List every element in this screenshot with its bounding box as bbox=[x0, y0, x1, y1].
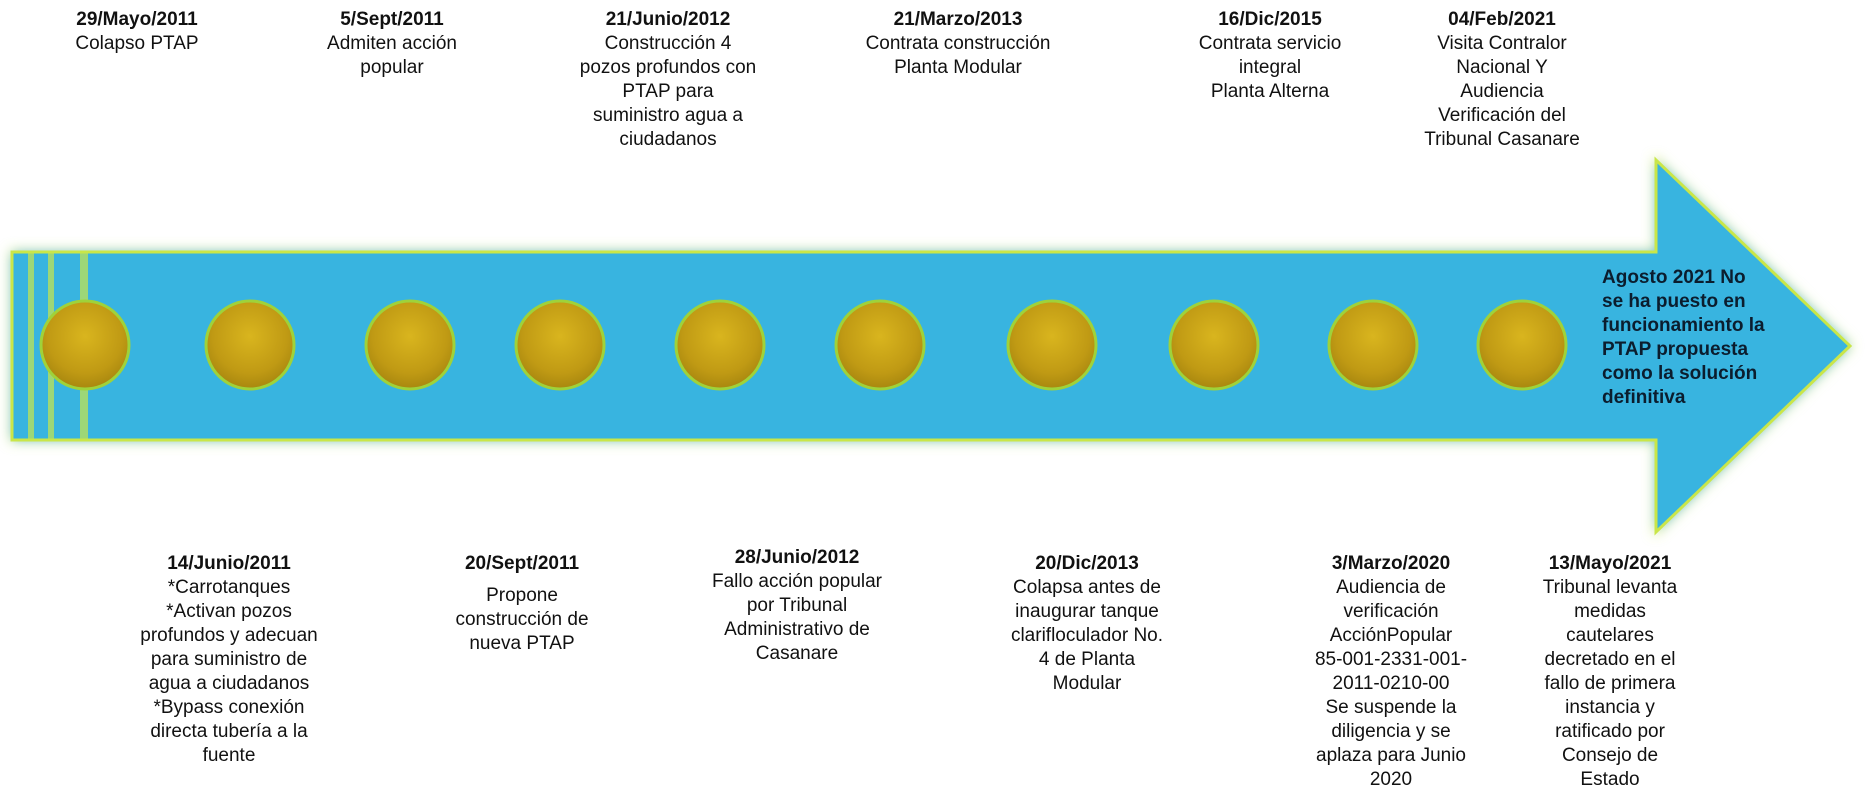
top-event bbox=[1402, 8, 1602, 152]
top-event-date: 21/Junio/2012 bbox=[605, 9, 731, 30]
top-event bbox=[292, 8, 492, 80]
bottom-event-date: 3/Marzo/2020 bbox=[1331, 553, 1451, 574]
timeline-dot bbox=[1329, 301, 1417, 389]
top-event-date: 21/Marzo/2013 bbox=[893, 9, 1023, 30]
top-event-desc: Visita Contralor Nacional Y Audiencia Verificación del Tribunal Casanare bbox=[1424, 33, 1580, 150]
bottom-event-date: 20/Dic/2013 bbox=[1035, 553, 1139, 574]
end-note: Agosto 2021 No se ha puesto en funcionamiento la PTAP propuesta como la solución definitiva bbox=[1602, 267, 1765, 408]
top-event bbox=[838, 8, 1078, 80]
bottom-event bbox=[1291, 552, 1491, 792]
bottom-event-desc: *Carrotanques *Activan pozos profundos y adecuan para suministro de agua a ciudadanos *Bypass conexión directa tubería a la fuente bbox=[140, 577, 318, 766]
timeline-dot bbox=[366, 301, 454, 389]
bottom-event bbox=[687, 546, 907, 666]
top-event bbox=[558, 8, 778, 152]
top-event-desc: Admiten acción popular bbox=[327, 33, 457, 78]
timeline-dot bbox=[41, 301, 129, 389]
timeline-dot bbox=[206, 301, 294, 389]
bottom-event-desc: Fallo acción popular por Tribunal Administrativo de Casanare bbox=[711, 571, 883, 664]
bottom-event-desc: Audiencia de verificación AcciónPopular 85-001-2331-001- 2011-0210-00 Se suspende la diligencia y se aplaza para Junio 2020 bbox=[1314, 577, 1468, 790]
bottom-event bbox=[987, 552, 1187, 696]
top-event-desc: Contrata construcción Planta Modular bbox=[865, 33, 1051, 78]
bottom-event-date: 13/Mayo/2021 bbox=[1548, 553, 1672, 574]
timeline-dot bbox=[676, 301, 764, 389]
top-event bbox=[1170, 8, 1370, 104]
bottom-event-desc: Colapsa antes de inaugurar tanque clarifloculador No. 4 de Planta Modular bbox=[1010, 577, 1164, 694]
timeline-dot bbox=[1170, 301, 1258, 389]
top-event-date: 5/Sept/2011 bbox=[340, 9, 444, 30]
bottom-event bbox=[422, 552, 622, 656]
bottom-event bbox=[1510, 552, 1710, 792]
top-event-date: 04/Feb/2021 bbox=[1448, 9, 1556, 30]
top-event-desc: Construcción 4 pozos profundos con PTAP para suministro agua a ciudadanos bbox=[579, 33, 757, 150]
arrow-tail-stripe-1 bbox=[28, 252, 34, 440]
bottom-event-date: 14/Junio/2011 bbox=[167, 553, 291, 574]
bottom-event-date: 20/Sept/2011 bbox=[464, 553, 580, 574]
bottom-event-date: 28/Junio/2012 bbox=[734, 547, 860, 568]
timeline-dot bbox=[836, 301, 924, 389]
bottom-event-desc: Tribunal levanta medidas cautelares decretado en el fallo de primera instancia y ratificado por Consejo de Estado bbox=[1542, 577, 1678, 790]
top-event-desc: Contrata servicio integral Planta Alterna bbox=[1198, 33, 1342, 102]
bottom-event bbox=[119, 552, 339, 768]
top-event-desc: Colapso PTAP bbox=[75, 33, 199, 54]
timeline-dot bbox=[1008, 301, 1096, 389]
top-event-date: 29/Mayo/2011 bbox=[76, 9, 198, 30]
top-event bbox=[37, 8, 237, 56]
top-event-date: 16/Dic/2015 bbox=[1218, 9, 1322, 30]
timeline-dot bbox=[1478, 301, 1566, 389]
bottom-event-desc: Propone construcción de nueva PTAP bbox=[455, 585, 589, 654]
timeline-dot bbox=[516, 301, 604, 389]
